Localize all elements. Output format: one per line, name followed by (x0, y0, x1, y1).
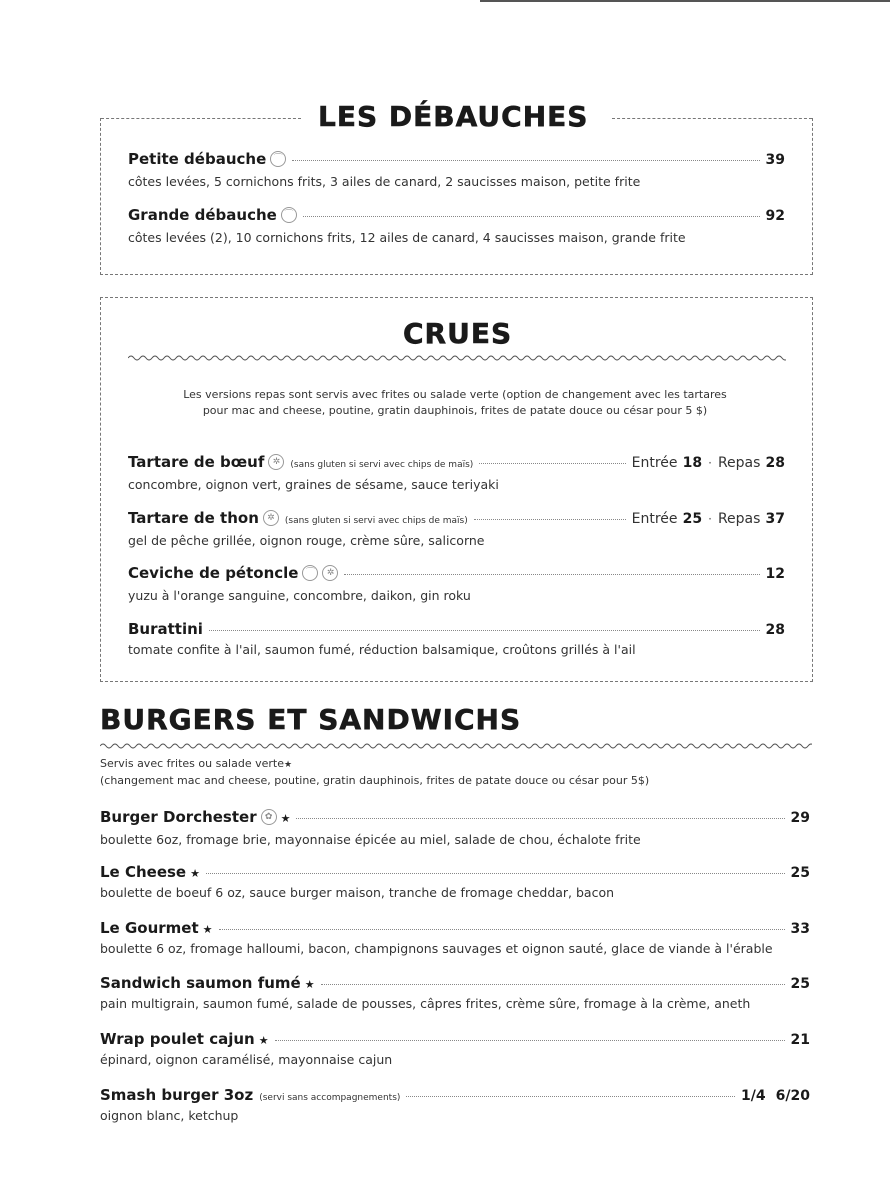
menu-item (100, 808, 810, 847)
section-title-crues: CRUES (403, 317, 513, 350)
served-line: Servis avec frites ou salade verte (100, 757, 284, 770)
leader-dots (479, 463, 625, 464)
item-name: Le Cheese (100, 863, 187, 881)
crues-note-line: pour mac and cheese, poutine, gratin dauphinois, frites de patate douce ou césar pour 5 $) (202, 404, 708, 417)
item-description: gel de pêche grillée, oignon rouge, crème sûre, salicorne (128, 533, 485, 548)
item-description: concombre, oignon vert, graines de sésame, sauce teriyaki (128, 477, 499, 492)
item-description: yuzu à l'orange sanguine, concombre, daikon, gin roku (128, 588, 471, 603)
price-separator: · (708, 456, 712, 470)
wave-divider (128, 354, 786, 362)
section-title-debauches: LES DÉBAUCHES (318, 100, 589, 133)
repas-label: Repas (717, 455, 761, 471)
item-name: Wrap poulet cajun (100, 1030, 255, 1048)
scan-edge-line (480, 0, 890, 2)
menu-item (100, 863, 810, 900)
menu-item (100, 974, 810, 1011)
item-note: (sans gluten si servi avec chips de maïs) (284, 516, 468, 526)
item-price: 39 (765, 152, 785, 168)
entree-label: Entrée (631, 455, 678, 471)
item-name: Smash burger 3oz (100, 1086, 254, 1104)
item-name: Le Gourmet (100, 919, 199, 937)
item-price: 21 (790, 1032, 810, 1048)
item-price: 92 (765, 208, 785, 224)
repas-price: 37 (765, 511, 785, 527)
star-icon: ★ (280, 812, 291, 825)
entree-price: 18 (682, 455, 703, 471)
item-description: boulette 6 oz, fromage halloumi, bacon, champignons sauvages et oignon sauté, glace de viande à l'érable (100, 941, 773, 956)
leader-dots (292, 160, 759, 161)
item-description: côtes levées, 5 cornichons frits, 3 ailes de canard, 2 saucisses maison, petite frite (128, 174, 641, 189)
menu-item (128, 206, 785, 245)
star-icon: ★ (190, 867, 200, 880)
debauches-section (100, 118, 813, 275)
item-description: boulette 6oz, fromage brie, mayonnaise épicée au miel, salade de chou, échalote frite (100, 832, 641, 847)
bone-icon: ⌒ (281, 207, 297, 223)
bone-icon: ⌒ (270, 151, 286, 167)
item-price-options: 6/20 (775, 1088, 810, 1104)
leader-dots (206, 873, 785, 874)
item-description: pain multigrain, saumon fumé, salade de pousses, câpres frites, crème sûre, fromage à la crème, aneth (100, 996, 751, 1011)
menu-item (100, 1030, 810, 1067)
item-price: 28 (765, 622, 785, 638)
star-icon: ★ (258, 1034, 269, 1047)
entree-price: 25 (682, 511, 703, 527)
item-name: Burattini (128, 620, 203, 638)
wave-divider (100, 742, 812, 750)
section-title-burgers: BURGERS ET SANDWICHS (100, 703, 522, 736)
crues-note-line: Les versions repas sont servis avec frites ou salade verte (option de changement avec les tartares (183, 388, 727, 401)
gluten-free-icon: ✲ (268, 454, 284, 470)
item-description: épinard, oignon caramélisé, mayonnaise cajun (100, 1052, 393, 1067)
item-price: 33 (790, 921, 810, 937)
leader-dots (296, 818, 784, 819)
item-price: 25 (790, 976, 810, 992)
menu-item (128, 508, 785, 548)
leader-dots (474, 519, 626, 520)
item-price: 12 (765, 566, 785, 582)
repas-price: 28 (765, 455, 785, 471)
leader-dots (303, 216, 760, 217)
menu-item (128, 620, 785, 657)
menu-item (128, 564, 785, 603)
star-icon: ★ (202, 923, 213, 936)
leader-dots (219, 929, 785, 930)
leader-dots (406, 1096, 735, 1097)
menu-item (100, 919, 810, 956)
gluten-free-icon: ✲ (263, 510, 279, 526)
burgers-served-note (100, 756, 649, 789)
repas-label: Repas (717, 511, 761, 527)
leader-dots (209, 630, 760, 631)
item-price-quarter: 1/4 (741, 1088, 766, 1104)
menu-item (100, 1086, 810, 1123)
item-note: (sans gluten si servi avec chips de maïs) (290, 460, 474, 470)
item-name: Burger Dorchester (100, 808, 257, 826)
item-description: oignon blanc, ketchup (100, 1108, 239, 1123)
item-name: Sandwich saumon fumé (100, 974, 301, 992)
item-name: Ceviche de pétoncle (128, 564, 299, 582)
item-description: boulette de boeuf 6 oz, sauce burger maison, tranche de fromage cheddar, bacon (100, 885, 615, 900)
star-icon: ★ (304, 978, 315, 991)
bone-icon: ⌒ (302, 565, 318, 581)
item-name: Petite débauche (128, 150, 267, 168)
entree-label: Entrée (631, 511, 678, 527)
item-price: 25 (790, 865, 810, 881)
leader-dots (344, 574, 759, 575)
menu-item (128, 452, 785, 492)
crues-note (130, 387, 780, 419)
item-note: (servi sans accompagnements) (259, 1093, 401, 1103)
item-name: Grande débauche (128, 206, 277, 224)
item-name: Tartare de thon (128, 509, 259, 527)
item-name: Tartare de bœuf (128, 453, 265, 471)
served-line: (changement mac and cheese, poutine, gratin dauphinois, frites de patate douce ou césar pour 5$) (100, 774, 650, 787)
item-description: tomate confite à l'ail, saumon fumé, réduction balsamique, croûtons grillés à l'ail (128, 642, 636, 657)
spicy-icon: ✿ (261, 809, 277, 825)
leader-dots (321, 984, 785, 985)
gluten-free-icon: ✲ (322, 565, 338, 581)
item-description: côtes levées (2), 10 cornichons frits, 12 ailes de canard, 4 saucisses maison, grande frite (128, 230, 686, 245)
menu-item (128, 150, 785, 189)
star-icon: ★ (283, 760, 293, 770)
item-price: 29 (790, 810, 810, 826)
leader-dots (275, 1040, 785, 1041)
price-separator: · (708, 512, 712, 526)
